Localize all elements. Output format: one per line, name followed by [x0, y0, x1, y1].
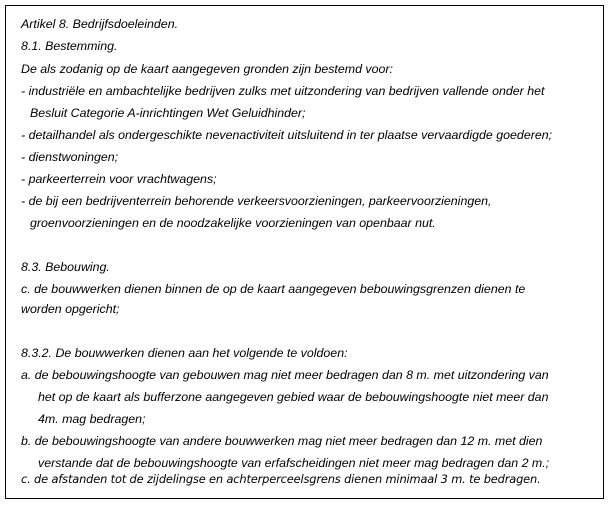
section-8-1-intro: De als zodanig op de kaart aangegeven gronden zijn bestemd voor: — [21, 62, 393, 76]
item-a-line3: 4m. mag bedragen; — [38, 412, 146, 426]
section-8-3-c-line1: c. de bouwwerken dienen binnen de op de kaart aangegeven bebouwingsgrenzen dienen te — [21, 282, 526, 296]
list-item-retail: - detailhandel als ondergeschikte nevenactiviteit uitsluitend in ter plaatse vervaardigde goederen; — [21, 128, 553, 142]
list-item-facilities-line2: groenvoorzieningen en de noodzakelijke voorzieningen van openbaar nut. — [30, 216, 436, 230]
list-item-facilities-line1: - de bij een bedrijventerrein behorende verkeersvoorzieningen, parkeervoorzieningen, — [21, 194, 492, 208]
list-item-service-housing: - dienstwoningen; — [21, 150, 119, 164]
document-frame — [5, 5, 604, 499]
item-b-line1: b. de bebouwingshoogte van andere bouwwerken mag niet meer bedragen dan 12 m. met dien — [21, 434, 543, 448]
item-a-line1: a. de bebouwingshoogte van gebouwen mag niet meer bedragen dan 8 m. met uitzondering van — [21, 368, 549, 382]
section-8-1-heading: 8.1. Bestemming. — [21, 39, 118, 53]
item-a-line2: het op de kaart als bufferzone aangegeven gebied waar de bebouwingshoogte niet meer dan — [38, 390, 549, 404]
item-c-line1: c. de afstanden tot de zijdelingse en achterperceelsgrens dienen minimaal 3 m. te bedragen. — [21, 472, 541, 486]
list-item-truck-parking: - parkeerterrein voor vrachtwagens; — [21, 172, 217, 186]
article-title: Artikel 8. Bedrijfsdoeleinden. — [21, 17, 179, 31]
item-b-line2: verstande dat de bebouwingshoogte van erfafscheidingen niet meer mag bedragen dan 2 m.; — [38, 456, 550, 470]
list-item-industrial-line2: Besluit Categorie A-inrichtingen Wet Geluidhinder; — [30, 106, 306, 120]
section-8-3-c-line2: worden opgericht; — [21, 302, 120, 316]
section-8-3-2-heading: 8.3.2. De bouwwerken dienen aan het volgende te voldoen: — [21, 346, 348, 360]
section-8-3-heading: 8.3. Bebouwing. — [21, 260, 110, 274]
list-item-industrial-line1: - industriële en ambachtelijke bedrijven zulks met uitzondering van bedrijven vallende onder het — [21, 84, 545, 98]
